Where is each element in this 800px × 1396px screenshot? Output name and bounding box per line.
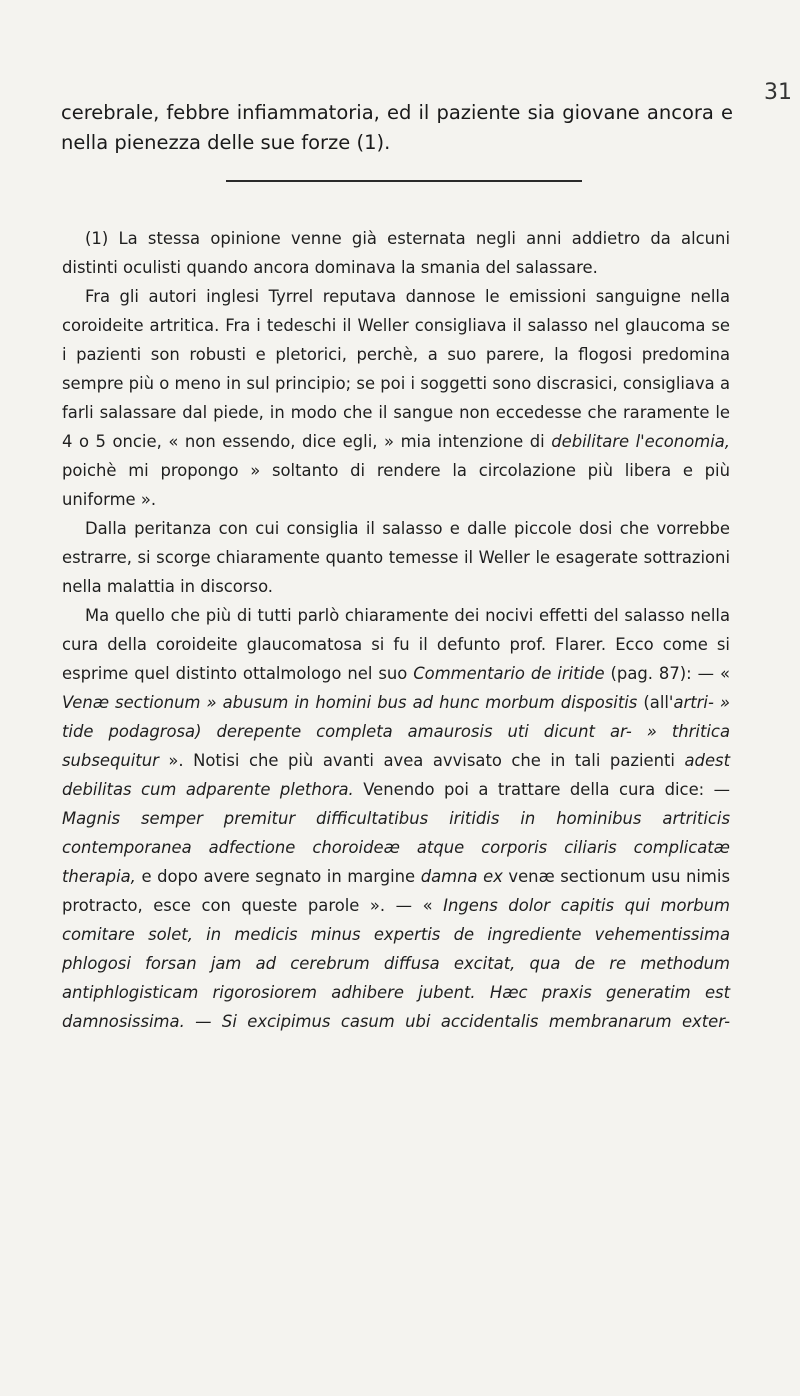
footnote-italic: artri- » tide podagrosa) derepente completa amaurosis uti dicunt ar- » thritica subsequitur [62, 693, 731, 770]
footnote-italic: Venæ sectionum » abusum in homini bus ad hunc morbum dispositis [62, 693, 638, 712]
page-number: 31 [764, 80, 792, 105]
footnote-paragraph-4 [62, 601, 730, 1036]
footnote-italic: adest debilitas cum adparente plethora. [62, 751, 730, 799]
footnote-italic: Magnis semper premitur difficultatibus iritidis in hominibus artriticis contemporanea adfectione choroideæ atque corporis ciliaris complicatæ therapia, [62, 809, 730, 886]
footnote-text: (all' [637, 693, 674, 712]
footnote-text: Ma quello che più di tutti parlò chiaramente dei nocivi effetti del salasso nella cura della coroideite glaucomatosa si fu il defunto prof. Flarer. Ecco come si esprime quel distinto ottalmologo nel suo [62, 606, 730, 683]
footnote-italic: Ingens dolor capitis qui morbum comitare solet, in medicis minus expertis de ingrediente vehementissima phlogosi forsan jam ad cerebrum diffusa excitat, qua de re methodum antiphlogisticam rigorosiorem adhibere jubent. Hæc praxis generatim est damnosissima. — Si excipimus casum ubi accidentalis membranarum exter- [62, 896, 730, 1031]
footnote-text: Fra gli autori inglesi Tyrrel reputava dannose le emissioni sanguigne nella coroideite artritica. Fra i tedeschi il Weller consigliava il salasso nel glaucoma se i pazienti son robusti e pletorici, perchè, a suo parere, la flogosi predomina sempre più o meno in sul principio; se poi i soggetti sono discrasici, consigliava a farli salassare dal piede, in modo che il sangue non eccedesse che raramente le 4 o 5 oncie, « non essendo, dice egli, » mia intenzione di [62, 287, 730, 451]
footnote-italic: debilitare l'economia, [551, 432, 730, 451]
footnote-text: venæ sectionum usu nimis protracto, esce con queste parole ». — « [62, 867, 730, 915]
footnote-text: Venendo poi a trattare della cura dice: — [353, 780, 731, 799]
main-text [61, 98, 733, 158]
footnote-italic: damna ex [420, 867, 503, 886]
footnote-divider [226, 180, 582, 182]
footnote-paragraph-3: Dalla peritanza con cui consiglia il salasso e dalle piccole dosi che vorrebbe estrarre, si scorge chiaramente quanto temesse il Weller le esagerate sottrazioni nella malattia in discorso. [62, 519, 730, 596]
footnote-text: e dopo avere segnato in margine [135, 867, 421, 886]
footnote-paragraph-1: (1) La stessa opinione venne già esternata negli anni addietro da alcuni distinti oculisti quando ancora dominava la smania del salassare. [62, 229, 730, 277]
footnote-italic: Commentario de iritide [413, 664, 605, 683]
footnote [62, 224, 730, 1036]
main-paragraph: cerebrale, febbre infiammatoria, ed il paziente sia giovane ancora e nella pienezza delle sue forze (1). [61, 101, 733, 154]
footnote-paragraph-2 [62, 282, 730, 514]
footnote-text: (pag. 87): — « [604, 664, 730, 683]
footnote-text: poichè mi propongo » soltanto di rendere la circolazione più libera e più uniforme ». [62, 461, 730, 509]
footnote-text: ». Notisi che più avanti avea avvisato che in tali pazienti [158, 751, 685, 770]
